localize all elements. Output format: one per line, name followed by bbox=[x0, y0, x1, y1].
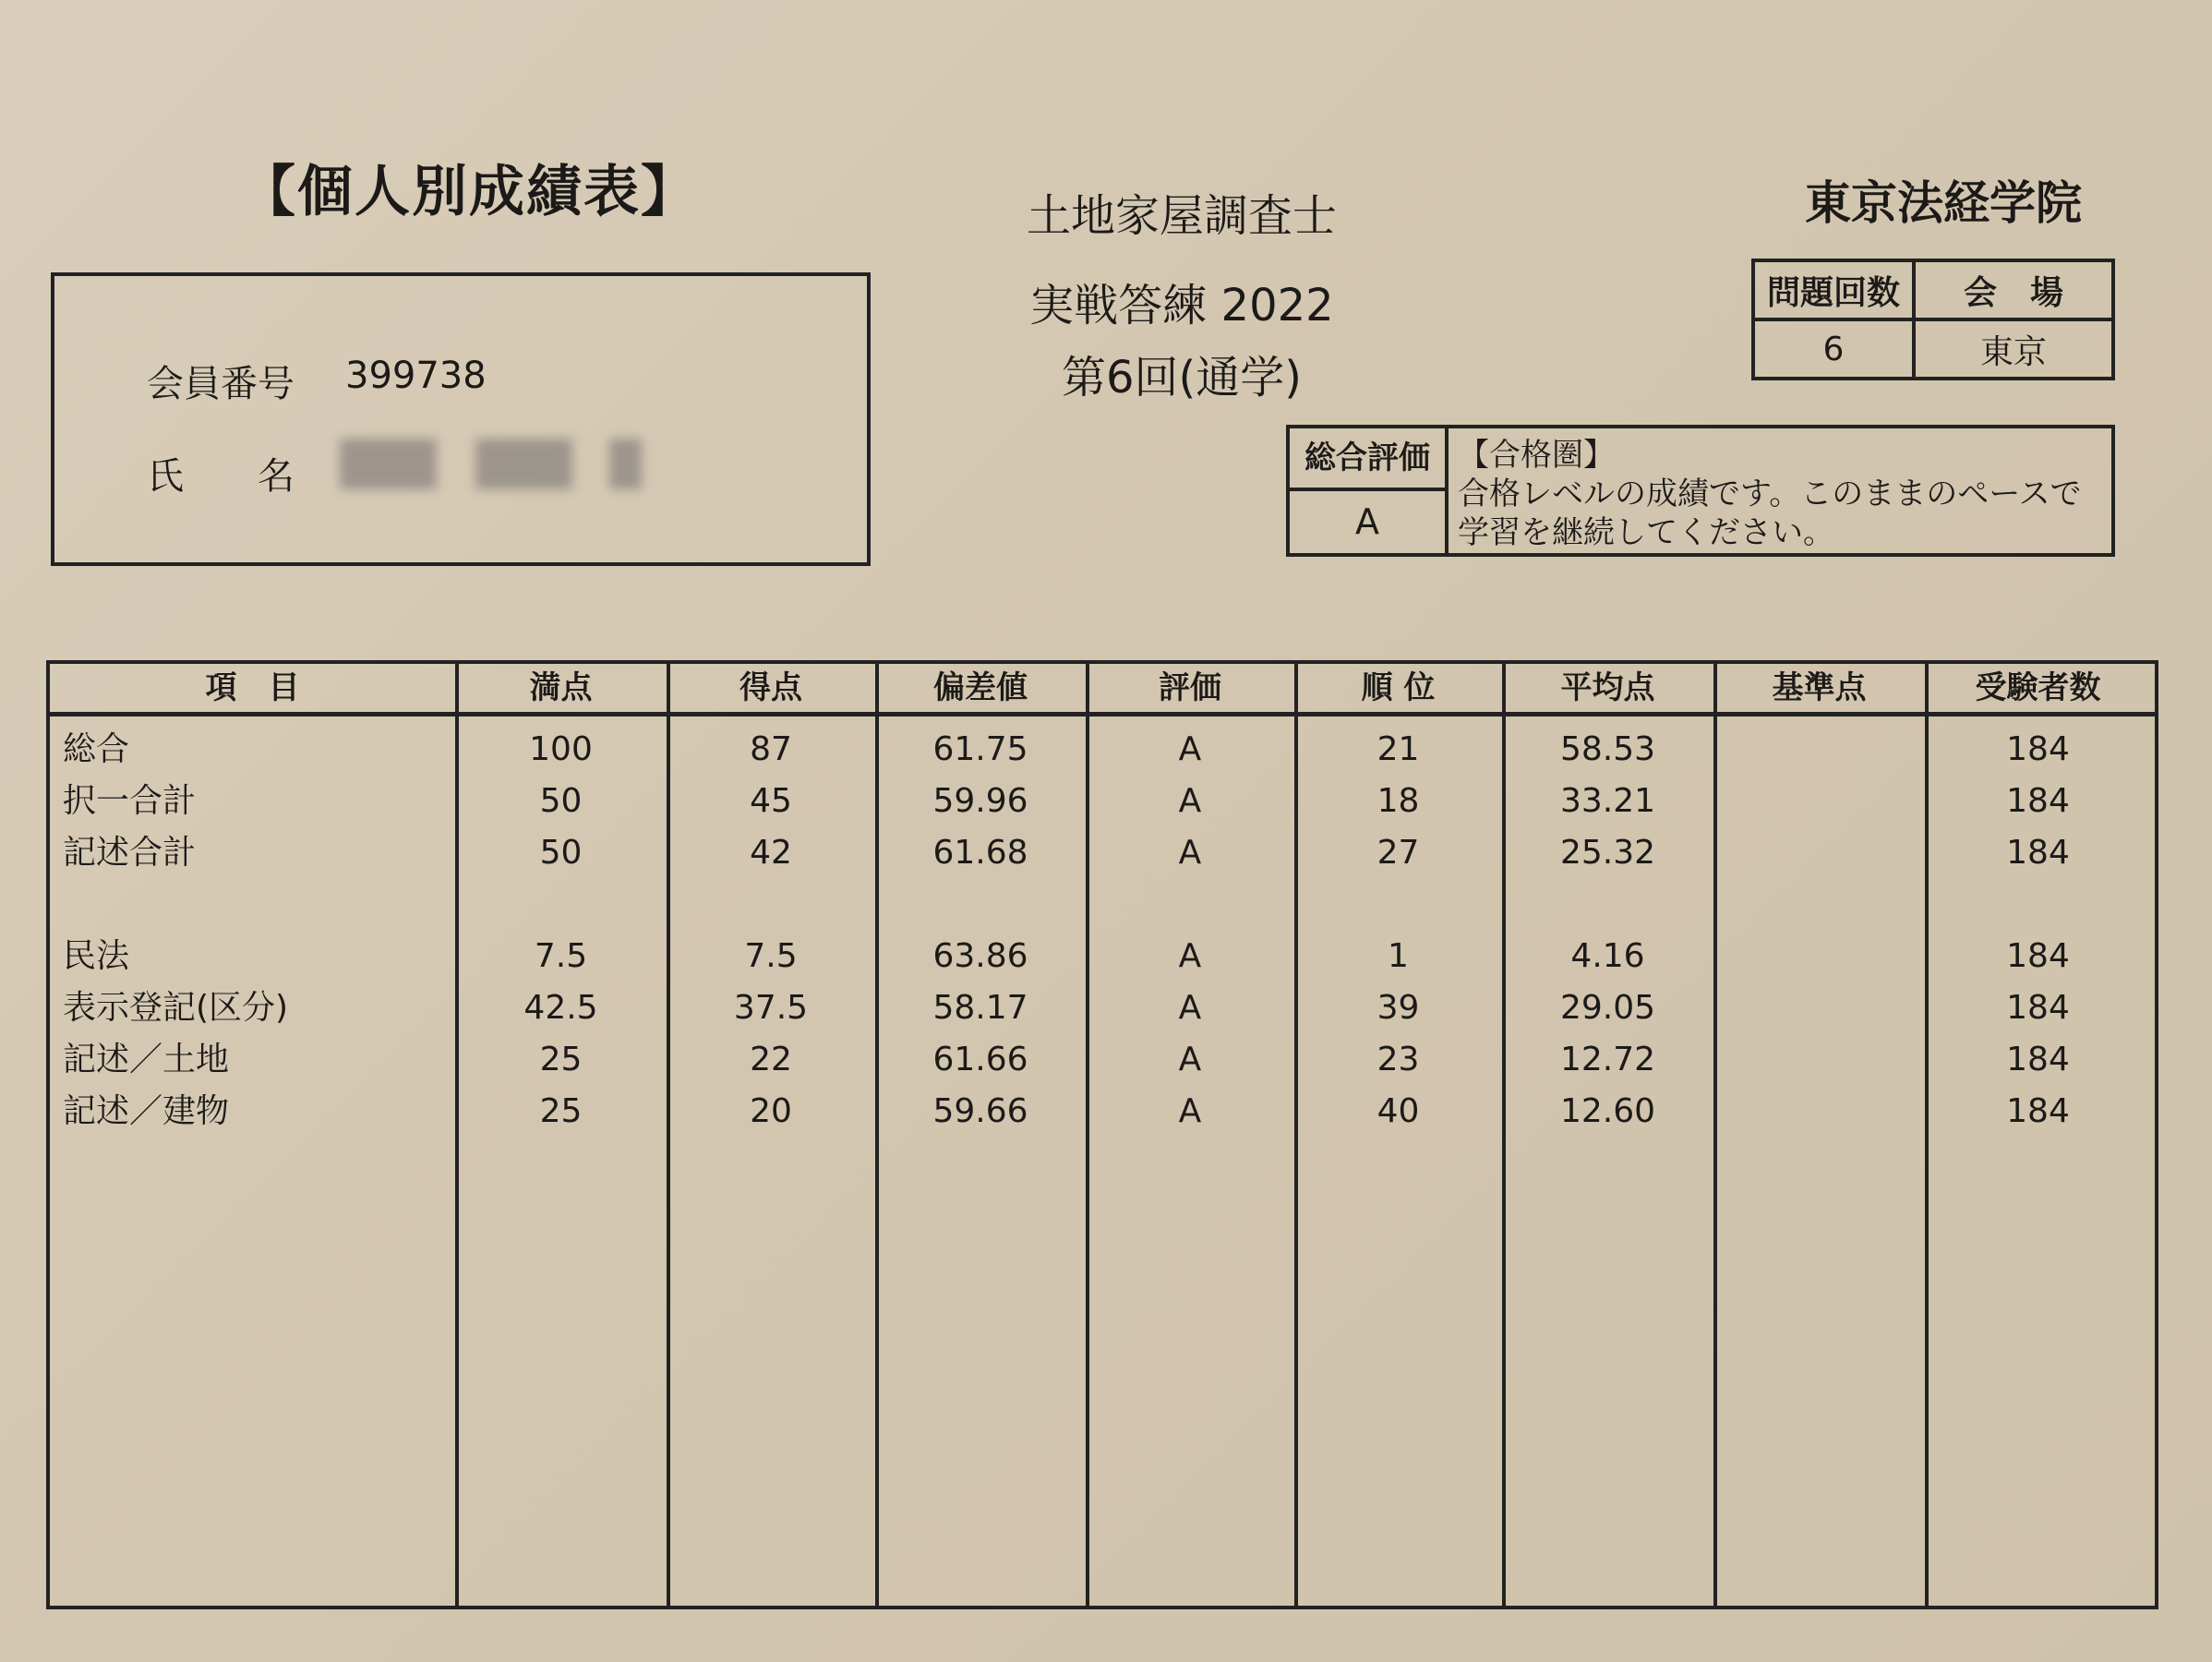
cell-examinees: 184 bbox=[2006, 834, 2070, 872]
redacted-name bbox=[609, 439, 642, 489]
info-venue-value: 東京 bbox=[1914, 319, 2113, 379]
cell-deviation: 58.17 bbox=[932, 989, 1028, 1027]
cell-grade: A bbox=[1178, 782, 1202, 820]
header-item: 項 目 bbox=[205, 669, 300, 706]
row-label: 記述合計 bbox=[63, 834, 197, 872]
cell-full-score: 100 bbox=[529, 730, 593, 768]
score-table bbox=[46, 660, 2158, 1609]
info-header-venue: 会 場 bbox=[1914, 260, 2113, 319]
cell-grade: A bbox=[1178, 834, 1202, 872]
cell-average: 12.60 bbox=[1559, 1092, 1656, 1130]
cell-full-score: 50 bbox=[539, 782, 583, 820]
cell-score: 20 bbox=[750, 1092, 792, 1130]
cell-examinees: 184 bbox=[2006, 1041, 2070, 1078]
cell-examinees: 184 bbox=[2006, 1092, 2070, 1130]
header-divider bbox=[50, 712, 2155, 717]
cell-examinees: 184 bbox=[2006, 937, 2070, 975]
overall-category: 【合格圏】 bbox=[1458, 437, 1615, 474]
header-examinees: 受験者数 bbox=[1975, 669, 2101, 706]
cell-examinees: 184 bbox=[2006, 989, 2070, 1027]
exam-subject: 土地家屋調査士 bbox=[1026, 190, 1337, 242]
cell-full-score: 7.5 bbox=[534, 937, 588, 975]
cell-rank: 27 bbox=[1376, 834, 1420, 872]
header-average: 平均点 bbox=[1560, 669, 1655, 706]
cell-grade: A bbox=[1178, 989, 1202, 1027]
redacted-name bbox=[475, 439, 572, 489]
row-label: 表示登記(区分) bbox=[63, 989, 289, 1027]
cell-standard bbox=[1713, 778, 1925, 825]
header-deviation: 偏差値 bbox=[933, 669, 1028, 706]
cell-score: 22 bbox=[750, 1041, 792, 1078]
cell-rank: 21 bbox=[1376, 730, 1420, 768]
cell-average: 29.05 bbox=[1559, 989, 1656, 1027]
cell-average: 58.53 bbox=[1559, 730, 1656, 768]
cell-average: 25.32 bbox=[1559, 834, 1656, 872]
cell-standard bbox=[1713, 933, 1925, 980]
member-number: 399738 bbox=[345, 355, 487, 397]
cell-score: 37.5 bbox=[733, 989, 809, 1027]
member-box bbox=[51, 272, 871, 566]
cell-score: 42 bbox=[750, 834, 792, 872]
cell-average: 12.72 bbox=[1559, 1041, 1656, 1078]
cell-grade: A bbox=[1178, 730, 1202, 768]
document-title: 【個人別成績表】 bbox=[240, 160, 698, 224]
cell-deviation: 61.75 bbox=[932, 730, 1028, 768]
cell-deviation: 59.96 bbox=[932, 782, 1028, 820]
row-label: 記述／建物 bbox=[63, 1092, 230, 1130]
cell-full-score: 50 bbox=[539, 834, 583, 872]
school-name: 東京法経学院 bbox=[1805, 176, 2082, 230]
exam-session: 第6回(通学) bbox=[1062, 352, 1302, 403]
cell-standard bbox=[1713, 1089, 1925, 1135]
row-label: 記述／土地 bbox=[63, 1041, 230, 1078]
overall-comment: 合格レベルの成績です。このままのペースで学習を継続してください。 bbox=[1458, 476, 2082, 551]
row-label: 択一合計 bbox=[63, 782, 197, 820]
cell-full-score: 25 bbox=[539, 1092, 583, 1130]
cell-average: 33.21 bbox=[1559, 782, 1656, 820]
header-full-score: 満点 bbox=[529, 669, 593, 706]
cell-rank: 39 bbox=[1376, 989, 1420, 1027]
cell-standard bbox=[1713, 830, 1925, 876]
cell-grade: A bbox=[1178, 1041, 1202, 1078]
cell-grade: A bbox=[1178, 937, 1202, 975]
overall-label: 総合評価 bbox=[1290, 428, 1445, 491]
row-label: 民法 bbox=[63, 937, 130, 975]
row-label: 総合 bbox=[63, 730, 130, 768]
overall-grade: A bbox=[1355, 501, 1379, 542]
header-standard: 基準点 bbox=[1772, 669, 1867, 706]
exam-series: 実戦答練 2022 bbox=[1029, 280, 1334, 331]
cell-examinees: 184 bbox=[2006, 730, 2070, 768]
overall-evaluation-box bbox=[1286, 425, 2115, 557]
cell-standard bbox=[1713, 1037, 1925, 1083]
member-name-label: 氏 名 bbox=[147, 455, 295, 498]
cell-rank: 23 bbox=[1376, 1041, 1420, 1078]
header-rank: 順 位 bbox=[1361, 669, 1436, 706]
cell-full-score: 25 bbox=[539, 1041, 583, 1078]
header-score: 得点 bbox=[739, 669, 802, 706]
cell-score: 7.5 bbox=[744, 937, 798, 975]
header-grade: 評価 bbox=[1159, 669, 1221, 706]
info-header-round: 問題回数 bbox=[1753, 260, 1914, 319]
cell-examinees: 184 bbox=[2006, 782, 2070, 820]
info-round-value: 6 bbox=[1753, 319, 1914, 379]
cell-score: 87 bbox=[750, 730, 792, 768]
cell-score: 45 bbox=[750, 782, 792, 820]
cell-deviation: 63.86 bbox=[932, 937, 1028, 975]
cell-standard bbox=[1713, 727, 1925, 773]
redacted-name bbox=[340, 439, 437, 489]
cell-standard bbox=[1713, 985, 1925, 1031]
cell-rank: 18 bbox=[1376, 782, 1420, 820]
cell-grade: A bbox=[1178, 1092, 1202, 1130]
cell-rank: 1 bbox=[1388, 937, 1409, 975]
member-number-label: 会員番号 bbox=[147, 363, 295, 405]
cell-deviation: 59.66 bbox=[932, 1092, 1028, 1130]
cell-rank: 40 bbox=[1376, 1092, 1420, 1130]
cell-full-score: 42.5 bbox=[523, 989, 598, 1027]
cell-deviation: 61.68 bbox=[932, 834, 1028, 872]
info-table bbox=[1751, 259, 2115, 380]
cell-deviation: 61.66 bbox=[932, 1041, 1028, 1078]
cell-average: 4.16 bbox=[1570, 937, 1645, 975]
